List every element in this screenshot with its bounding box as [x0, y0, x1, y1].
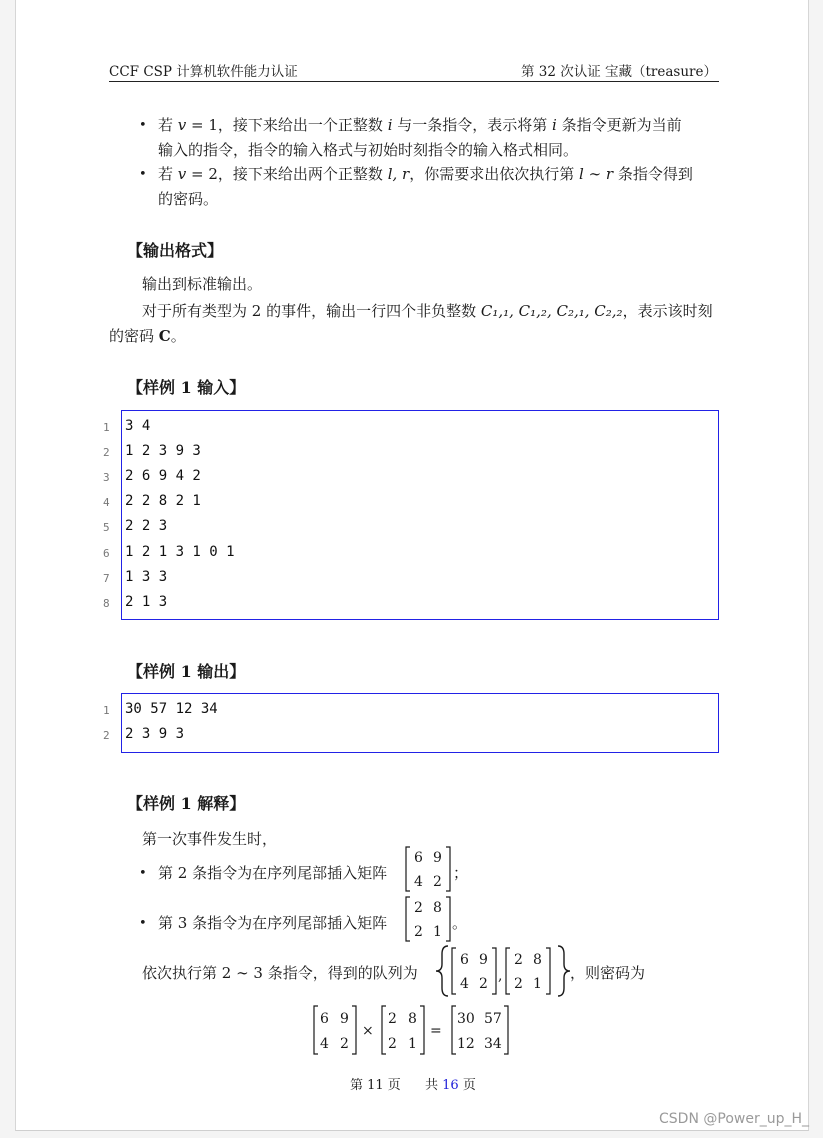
sample-input-line-number: 7	[103, 571, 110, 585]
math-var: l	[578, 165, 584, 183]
running-header-right: 第 32 次认证 宝藏（treasure）	[520, 64, 717, 80]
bullet-dot: •	[139, 118, 147, 133]
matrix-cell: 4	[414, 874, 423, 890]
output-format-para1: 输出到标准输出。	[142, 275, 263, 293]
semicolon: ；	[453, 864, 469, 882]
text: 共	[425, 1078, 443, 1093]
text: 若	[158, 116, 178, 134]
text: 若	[158, 165, 178, 183]
math-var: l, r	[387, 165, 410, 183]
page-total	[425, 1074, 476, 1093]
matrix-cell: 1	[408, 1036, 417, 1052]
sample-output-line-number: 1	[103, 704, 110, 717]
text: 与一条指令，表示将第	[392, 116, 553, 134]
sample-output-line-number: 2	[103, 729, 110, 742]
watermark: CSDN @Power_up_H_	[659, 1111, 809, 1127]
text: 对于所有类型为 2 的事件，输出一行四个非负整数	[142, 302, 481, 320]
bullet-dot: •	[139, 916, 147, 931]
matrix-b	[404, 895, 452, 947]
sample-input-line-number: 5	[103, 521, 110, 535]
queue-set	[434, 944, 574, 1002]
bullet-v1-line2: 输入的指令，指令的输入格式与初始时刻指令的输入格式相同。	[158, 141, 579, 159]
matrix-a	[404, 845, 452, 897]
math-var: v	[177, 165, 187, 183]
page-number: 第 11 页	[350, 1078, 401, 1093]
sample-input-code-line: 2 2 3	[125, 518, 168, 535]
sample-input-code-line: 2 1 3	[125, 593, 168, 610]
text: 的密码	[109, 327, 159, 345]
matrix-cell: 9	[433, 850, 442, 866]
math-var: r	[605, 165, 614, 183]
matrix-cell: 8	[533, 952, 542, 968]
math-vars: C₁,₁, C₁,₂, C₂,₁, C₂,₂	[480, 302, 623, 320]
matrix-cell: 6	[460, 952, 469, 968]
sample-input-line-number: 8	[103, 596, 110, 610]
text: 。	[170, 327, 186, 345]
output-format-para2	[142, 300, 713, 321]
comma: ,	[498, 968, 503, 984]
sample-input-code-line: 1 3 3	[125, 568, 168, 585]
text: ∼	[583, 165, 606, 183]
sample-input-line-number: 4	[103, 496, 110, 510]
matrix-cell: 2	[414, 924, 423, 940]
matrix-cell: 30	[457, 1011, 475, 1027]
sample-input-code-line: 1 2 1 3 1 0 1	[125, 543, 235, 560]
math-var: i	[552, 116, 557, 134]
times-sign: ×	[362, 1023, 374, 1039]
sample-input-code-line: 2 6 9 4 2	[125, 468, 201, 485]
output-format-para2-cont	[109, 325, 186, 346]
matrix-cell: 6	[320, 1011, 329, 1027]
matrix-cell: 2	[340, 1036, 349, 1052]
sample-input-line-number: 2	[103, 446, 110, 460]
explanation-bullet2: 第 3 条指令为在序列尾部插入矩阵	[158, 914, 388, 932]
page-total-link[interactable]: 16	[442, 1078, 459, 1093]
bullet-dot: •	[139, 167, 147, 182]
sample-input-code-line: 2 2 8 2 1	[125, 493, 201, 510]
matrix-cell: 1	[433, 924, 442, 940]
explanation-para2-end: ，则密码为	[570, 964, 646, 982]
sample-input-line-number: 3	[103, 471, 110, 485]
matrix-cell: 57	[484, 1011, 502, 1027]
equals-sign: =	[430, 1023, 442, 1039]
bullet-v2-line1	[158, 163, 693, 184]
sample-input-heading: 【样例 1 输入】	[127, 378, 246, 397]
running-header-left: CCF CSP 计算机软件能力认证	[109, 64, 298, 80]
matrix-cell: 2	[414, 900, 423, 916]
bullet-v1-line1	[158, 114, 682, 135]
sample-output-heading: 【样例 1 输出】	[127, 662, 246, 681]
matrix-cell: 4	[320, 1036, 329, 1052]
sample-input-code-line: 3 4	[125, 418, 151, 434]
text: 页	[458, 1078, 476, 1093]
matrix-cell: 2	[388, 1036, 397, 1052]
matrix-cell: 2	[514, 976, 523, 992]
text: = 1，接下来给出一个正整数	[186, 116, 388, 134]
matrix-cell: 2	[479, 976, 488, 992]
text: 条指令得到	[613, 165, 693, 183]
sample-input-line-number: 6	[103, 546, 110, 560]
period: 。	[452, 914, 468, 932]
matrix-cell: 9	[340, 1011, 349, 1027]
sample-input-box	[121, 410, 719, 620]
bullet-dot: •	[139, 866, 147, 881]
matrix-cell: 12	[457, 1036, 475, 1052]
matrix-cell: 1	[533, 976, 542, 992]
math-bold: C	[158, 327, 171, 345]
equation	[312, 1004, 512, 1060]
matrix-cell: 6	[414, 850, 423, 866]
text: ，你需要求出依次执行第	[409, 165, 579, 183]
text: = 2，接下来给出两个正整数	[186, 165, 388, 183]
explanation-heading: 【样例 1 解释】	[127, 794, 246, 813]
sample-output-code-line: 30 57 12 34	[125, 701, 218, 717]
matrix-cell: 34	[484, 1036, 502, 1052]
matrix-cell: 4	[460, 976, 469, 992]
math-var: v	[177, 116, 187, 134]
explanation-para1: 第一次事件发生时，	[142, 830, 278, 848]
header-rule	[109, 81, 719, 82]
matrix-cell: 2	[514, 952, 523, 968]
explanation-para2: 依次执行第 2 ∼ 3 条指令，得到的队列为	[142, 964, 418, 982]
matrix-cell: 2	[433, 874, 442, 890]
text: 条指令更新为当前	[556, 116, 682, 134]
matrix-cell: 8	[408, 1011, 417, 1027]
sample-input-code-line: 1 2 3 9 3	[125, 443, 201, 460]
output-format-heading: 【输出格式】	[127, 241, 224, 260]
matrix-cell: 9	[479, 952, 488, 968]
matrix-cell: 2	[388, 1011, 397, 1027]
bullet-v2-line2: 的密码。	[158, 190, 219, 208]
matrix-cell: 8	[433, 900, 442, 916]
math-var: i	[387, 116, 393, 134]
explanation-bullet1: 第 2 条指令为在序列尾部插入矩阵	[158, 864, 388, 882]
sample-input-line-number: 1	[103, 421, 110, 434]
sample-output-code-line: 2 3 9 3	[125, 726, 185, 742]
text: ，表示该时刻	[622, 302, 713, 320]
